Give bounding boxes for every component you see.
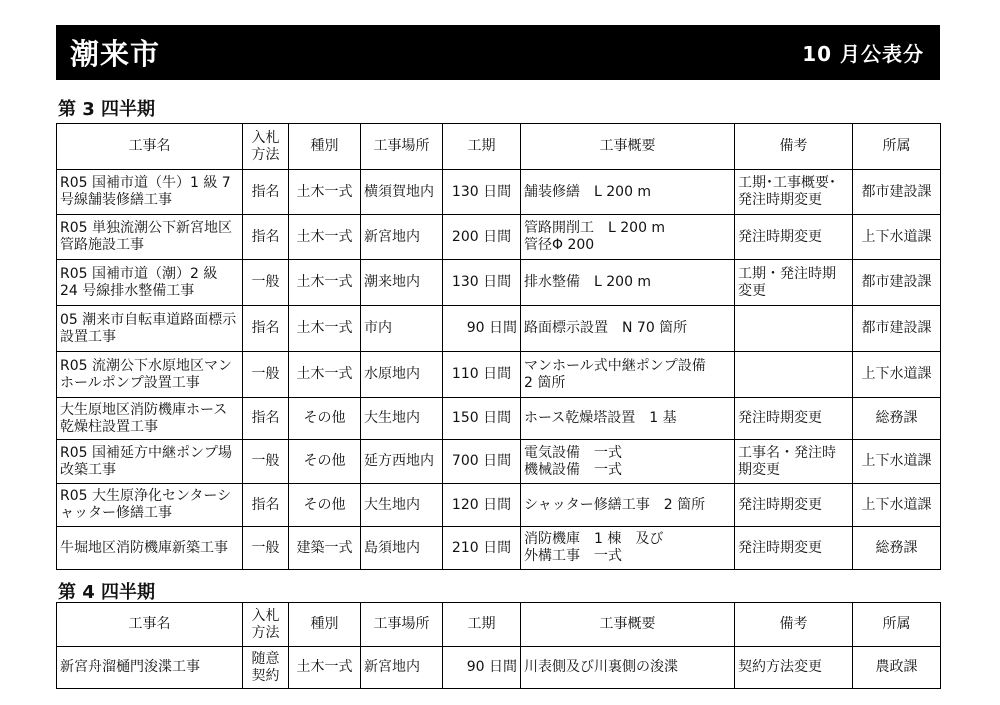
work-name: R05 単独流潮公下新宮地区管路施設工事 [57, 215, 243, 260]
q4-works-table [56, 602, 941, 689]
work-period: 210 日間 [443, 527, 521, 570]
col-header-dept: 所属 [853, 124, 941, 170]
col-header-method: 入札 方法 [243, 603, 289, 647]
work-note: 契約方法変更 [735, 647, 853, 689]
work-place: 新宮地内 [361, 647, 443, 689]
work-summary: 路面標示設置 N 70 箇所 [521, 306, 735, 352]
col-header-summary: 工事概要 [521, 603, 735, 647]
bid-method: 一般 [243, 352, 289, 398]
city-title: 潮来市 [70, 37, 161, 71]
publication-label: 10 月公表分 [802, 42, 924, 66]
col-header-type: 種別 [289, 124, 361, 170]
work-summary: マンホール式中継ポンプ設備 2 箇所 [521, 352, 735, 398]
q3-works-table [56, 123, 941, 570]
bid-method: 一般 [243, 527, 289, 570]
table-row [57, 484, 941, 527]
work-type: その他 [289, 398, 361, 440]
table-row [57, 352, 941, 398]
bid-method: 一般 [243, 440, 289, 484]
work-period: 130 日間 [443, 170, 521, 215]
col-header-name: 工事名 [57, 603, 243, 647]
col-header-place: 工事場所 [361, 603, 443, 647]
work-note: 発注時期変更 [735, 484, 853, 527]
work-dept: 都市建設課 [853, 170, 941, 215]
work-note: 工期･工事概要･ 発注時期変更 [735, 170, 853, 215]
work-type: その他 [289, 484, 361, 527]
work-type: 土木一式 [289, 170, 361, 215]
col-header-summary: 工事概要 [521, 124, 735, 170]
q3-section-title: 第 3 四半期 [58, 99, 156, 120]
bid-method: 指名 [243, 170, 289, 215]
work-dept: 都市建設課 [853, 306, 941, 352]
work-name: 新宮舟溜樋門浚渫工事 [57, 647, 243, 689]
work-place: 新宮地内 [361, 215, 443, 260]
work-summary: 川表側及び川裏側の浚渫 [521, 647, 735, 689]
work-name: R05 国補市道（潮）2 級 24 号線排水整備工事 [57, 260, 243, 306]
work-dept: 上下水道課 [853, 440, 941, 484]
bid-method: 指名 [243, 306, 289, 352]
work-summary: 電気設備 一式 機械設備 一式 [521, 440, 735, 484]
table-row [57, 170, 941, 215]
work-dept: 上下水道課 [853, 215, 941, 260]
table-row [57, 647, 941, 689]
work-note: 発注時期変更 [735, 398, 853, 440]
work-type: 土木一式 [289, 215, 361, 260]
table-header-row [57, 124, 941, 170]
work-period: 90 日間 [443, 306, 521, 352]
work-name: R05 国補延方中継ポンプ場改築工事 [57, 440, 243, 484]
work-type: 土木一式 [289, 260, 361, 306]
work-period: 200 日間 [443, 215, 521, 260]
work-dept: 総務課 [853, 527, 941, 570]
work-type: 建築一式 [289, 527, 361, 570]
work-name: R05 流潮公下水原地区マンホールポンプ設置工事 [57, 352, 243, 398]
col-header-method: 入札 方法 [243, 124, 289, 170]
work-note: 工事名・発注時 期変更 [735, 440, 853, 484]
bid-method: 指名 [243, 484, 289, 527]
work-note: 発注時期変更 [735, 527, 853, 570]
work-note [735, 306, 853, 352]
work-place: 大生地内 [361, 398, 443, 440]
work-place: 延方西地内 [361, 440, 443, 484]
work-note [735, 352, 853, 398]
work-name: 牛堀地区消防機庫新築工事 [57, 527, 243, 570]
work-period: 90 日間 [443, 647, 521, 689]
work-type: 土木一式 [289, 306, 361, 352]
table-row [57, 215, 941, 260]
work-summary: 舗装修繕 L 200 m [521, 170, 735, 215]
work-summary: 排水整備 L 200 m [521, 260, 735, 306]
work-name: 大生原地区消防機庫ホース乾燥柱設置工事 [57, 398, 243, 440]
work-type: その他 [289, 440, 361, 484]
work-place: 水原地内 [361, 352, 443, 398]
table-row [57, 398, 941, 440]
table-row [57, 440, 941, 484]
work-summary: 管路開削工 L 200 m 管径Φ 200 [521, 215, 735, 260]
work-place: 潮来地内 [361, 260, 443, 306]
work-period: 120 日間 [443, 484, 521, 527]
work-summary: 消防機庫 1 棟 及び 外構工事 一式 [521, 527, 735, 570]
work-summary: ホース乾燥塔設置 1 基 [521, 398, 735, 440]
work-place: 大生地内 [361, 484, 443, 527]
bid-method: 一般 [243, 260, 289, 306]
work-dept: 総務課 [853, 398, 941, 440]
bid-method: 指名 [243, 215, 289, 260]
work-period: 150 日間 [443, 398, 521, 440]
table-row [57, 260, 941, 306]
col-header-dept: 所属 [853, 603, 941, 647]
work-dept: 上下水道課 [853, 484, 941, 527]
col-header-name: 工事名 [57, 124, 243, 170]
work-place: 市内 [361, 306, 443, 352]
work-name: R05 国補市道（牛）1 級 7 号線舗装修繕工事 [57, 170, 243, 215]
work-dept: 農政課 [853, 647, 941, 689]
work-place: 横須賀地内 [361, 170, 443, 215]
col-header-note: 備考 [735, 603, 853, 647]
work-summary: シャッター修繕工事 2 箇所 [521, 484, 735, 527]
work-period: 130 日間 [443, 260, 521, 306]
col-header-period: 工期 [443, 124, 521, 170]
header-bar [56, 25, 940, 80]
bid-method: 指名 [243, 398, 289, 440]
work-period: 700 日間 [443, 440, 521, 484]
bid-method: 随意 契約 [243, 647, 289, 689]
work-period: 110 日間 [443, 352, 521, 398]
work-type: 土木一式 [289, 352, 361, 398]
col-header-type: 種別 [289, 603, 361, 647]
work-note: 発注時期変更 [735, 215, 853, 260]
work-dept: 都市建設課 [853, 260, 941, 306]
work-dept: 上下水道課 [853, 352, 941, 398]
work-place: 島須地内 [361, 527, 443, 570]
col-header-note: 備考 [735, 124, 853, 170]
q4-section-title: 第 4 四半期 [58, 582, 156, 603]
work-note: 工期・発注時期 変更 [735, 260, 853, 306]
table-header-row [57, 603, 941, 647]
work-name: 05 潮来市自転車道路面標示設置工事 [57, 306, 243, 352]
col-header-period: 工期 [443, 603, 521, 647]
work-name: R05 大生原浄化センターシャッター修繕工事 [57, 484, 243, 527]
work-type: 土木一式 [289, 647, 361, 689]
table-row [57, 306, 941, 352]
table-row [57, 527, 941, 570]
col-header-place: 工事場所 [361, 124, 443, 170]
